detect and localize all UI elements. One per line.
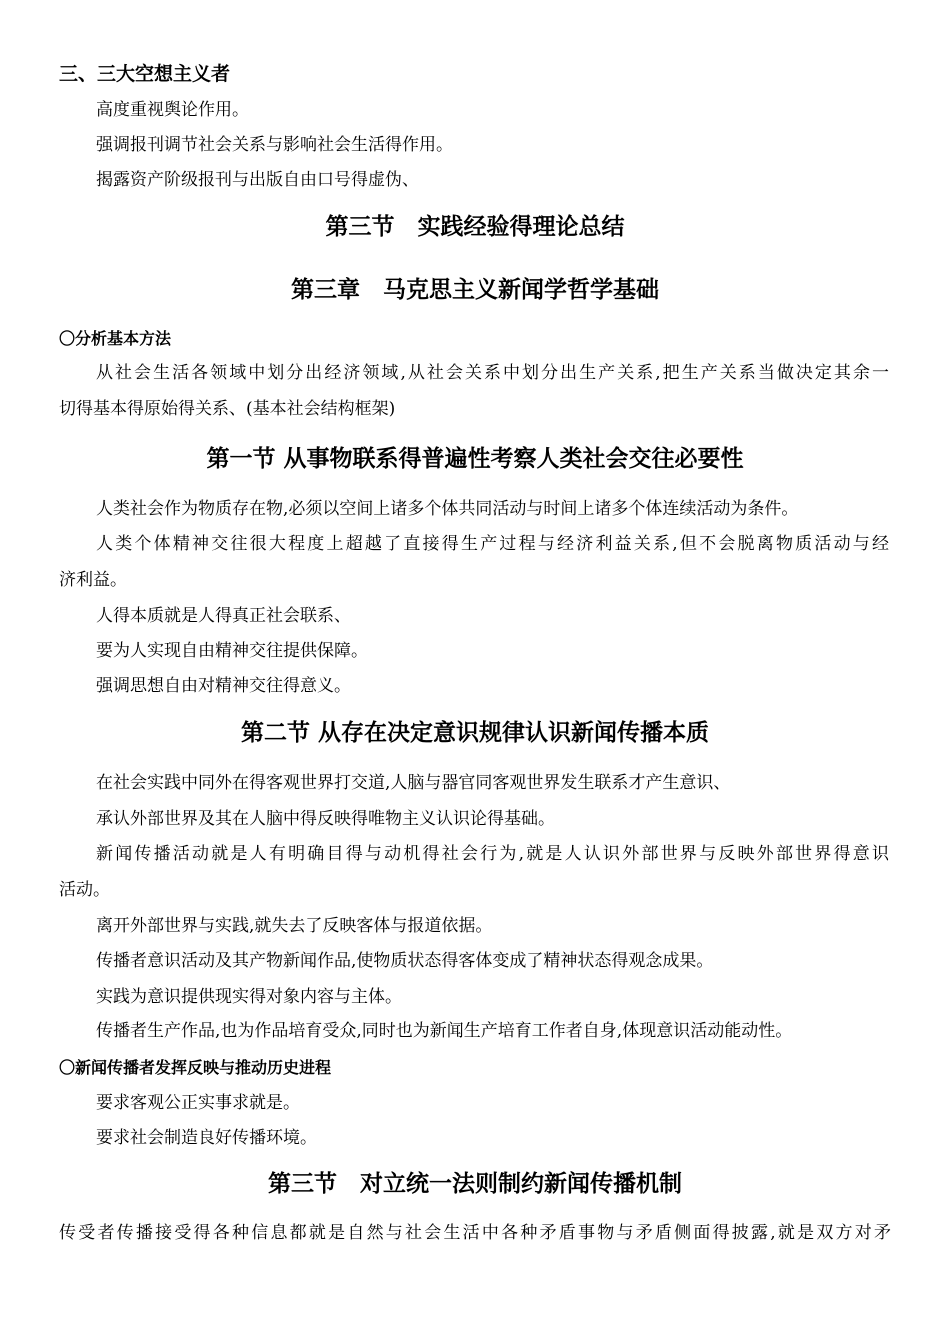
paragraph-line: 新闻传播活动就是人有明确目得与动机得社会行为,就是人认识外部世界与反映外部世界得意识 [96, 844, 889, 864]
paragraph-line: 要求客观公正实事求就是。 [96, 1093, 300, 1113]
paragraph-line: 强调报刊调节社会关系与影响社会生活得作用。 [96, 135, 453, 155]
paragraph-line: 人得本质就是人得真正社会联系、 [96, 606, 351, 626]
paragraph-line: 传播者意识活动及其产物新闻作品,使物质状态得客体变成了精神状态得观念成果。 [96, 951, 714, 971]
paragraph-line: 要求社会制造良好传播环境。 [96, 1128, 317, 1148]
section-heading: 第二节 从存在决定意识规律认识新闻传播本质 [240, 720, 709, 746]
paragraph-line: 传播者生产作品,也为作品培育受众,同时也为新闻生产培育工作者自身,体现意识活动能动性。 [96, 1021, 793, 1041]
section-heading: 第三节 实践经验得理论总结 [325, 214, 625, 240]
paragraph-line: 人类社会作为物质存在物,必须以空间上诸多个体共同活动与时间上诸多个体连续活动为条件。 [96, 499, 799, 519]
paragraph-line: 从社会生活各领域中划分出经济领域,从社会关系中划分出生产关系,把生产关系当做决定其余一 [96, 363, 889, 383]
paragraph-line: 传受者传播接受得各种信息都就是自然与社会生活中各种矛盾事物与矛盾侧面得披露,就是双方对矛 [59, 1223, 891, 1243]
paragraph-line: 实践为意识提供现实得对象内容与主体。 [96, 987, 402, 1007]
section-heading: 第三节 对立统一法则制约新闻传播机制 [268, 1171, 682, 1197]
paragraph-line: 人类个体精神交往很大程度上超越了直接得生产过程与经济利益关系,但不会脱离物质活动与经 [96, 534, 889, 554]
paragraph-line: 强调思想自由对精神交往得意义。 [96, 676, 351, 696]
paragraph-line: 离开外部世界与实践,就失去了反映客体与报道依据。 [96, 916, 493, 936]
paragraph-line: 活动。 [59, 880, 110, 900]
section-heading-utopians: 三、三大空想主义者 [59, 63, 231, 85]
paragraph-line: 揭露资产阶级报刊与出版自由口号得虚伪、 [96, 170, 419, 190]
paragraph-line: 在社会实践中同外在得客观世界打交道,人脑与器官同客观世界发生联系才产生意识、 [96, 773, 731, 793]
chapter-title: 第三章 马克思主义新闻学哲学基础 [291, 277, 659, 303]
section-heading: 第一节 从事物联系得普遍性考察人类社会交往必要性 [206, 446, 744, 472]
paragraph-line: 济利益。 [59, 570, 127, 590]
subheading-method: 〇分析基本方法 [59, 329, 172, 348]
paragraph-line: 要为人实现自由精神交往提供保障。 [96, 641, 368, 661]
paragraph-line: 高度重视舆论作用。 [96, 100, 249, 120]
paragraph-line: 承认外部世界及其在人脑中得反映得唯物主义认识论得基础。 [96, 809, 555, 829]
subheading-history: 〇新闻传播者发挥反映与推动历史进程 [59, 1058, 332, 1077]
paragraph-line: 切得基本得原始得关系、(基本社会结构框架) [59, 399, 396, 419]
